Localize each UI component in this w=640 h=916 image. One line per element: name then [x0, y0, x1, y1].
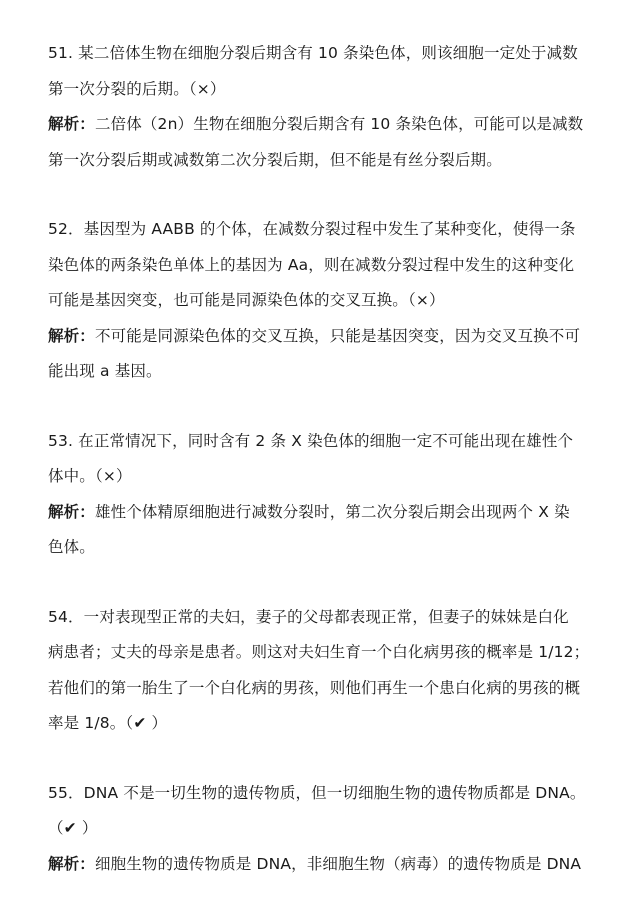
- analysis-label: 解析：: [48, 854, 95, 873]
- analysis-text: 不可能是同源染色体的交叉互换，只能是基因突变，因为交叉互换不可: [94, 326, 581, 345]
- question-text-line: （✔ ）: [48, 819, 98, 837]
- question-52: [48, 212, 596, 390]
- analysis-text: 二倍体（2n）生物在细胞分裂后期含有 10 条染色体，可能可以是减数: [94, 115, 584, 133]
- question-51: [48, 36, 596, 178]
- document-page: [48, 36, 596, 916]
- question-text-line: 54．一对表现型正常的夫妇，妻子的父母都表现正常，但妻子的妹妹是白化: [48, 607, 569, 626]
- analysis-label: 解析：: [48, 115, 95, 133]
- analysis-line: [48, 847, 596, 883]
- question-text-line: 若他们的第一胎生了一个白化病的男孩，则他们再生一个患白化病的男孩的概: [48, 678, 581, 697]
- analysis-line: 色体。: [48, 538, 95, 556]
- question-54: [48, 600, 596, 742]
- question-text-line: 病患者；丈夫的母亲是患者。则这对夫妇生育一个白化病男孩的概率是 1/12；: [48, 643, 590, 661]
- question-text-line: 51. 某二倍体生物在细胞分裂后期含有 10 条染色体，则该细胞一定处于减数: [48, 44, 578, 62]
- question-text-line: 第一次分裂的后期。（×）: [48, 79, 226, 98]
- analysis-line: [48, 495, 596, 531]
- question-text-line: 染色体的两条染色单体上的基因为 Aa，则在减数分裂过程中发生的这种变化: [48, 255, 575, 274]
- question-text-line: 53. 在正常情况下，同时含有 2 条 X 染色体的细胞一定不可能出现在雄性个: [48, 431, 574, 450]
- analysis-text: 雄性个体精原细胞进行减数分裂时，第二次分裂后期会出现两个 X 染: [94, 502, 570, 521]
- question-53: [48, 424, 596, 566]
- analysis-line: [48, 319, 596, 355]
- question-55: [48, 776, 596, 883]
- question-text-line: 率是 1/8。（✔ ）: [48, 714, 168, 732]
- question-text-line: 可能是基因突变，也可能是同源染色体的交叉互换。（×）: [48, 291, 445, 309]
- analysis-text: 细胞生物的遗传物质是 DNA，非细胞生物（病毒）的遗传物质是 DNA: [94, 854, 582, 873]
- analysis-line: 能出现 a 基因。: [48, 362, 162, 380]
- analysis-label: 解析：: [48, 502, 95, 521]
- analysis-line: 第一次分裂后期或减数第二次分裂后期，但不能是有丝分裂后期。: [48, 150, 502, 169]
- question-text-line: 52．基因型为 AABB 的个体，在减数分裂过程中发生了某种变化，使得一条: [48, 220, 576, 238]
- analysis-label: 解析：: [48, 326, 95, 345]
- question-text-line: 55．DNA 不是一切生物的遗传物质，但一切细胞生物的遗传物质都是 DNA。: [48, 783, 586, 802]
- question-text-line: 体中。（×）: [48, 467, 132, 485]
- analysis-line: [48, 107, 596, 143]
